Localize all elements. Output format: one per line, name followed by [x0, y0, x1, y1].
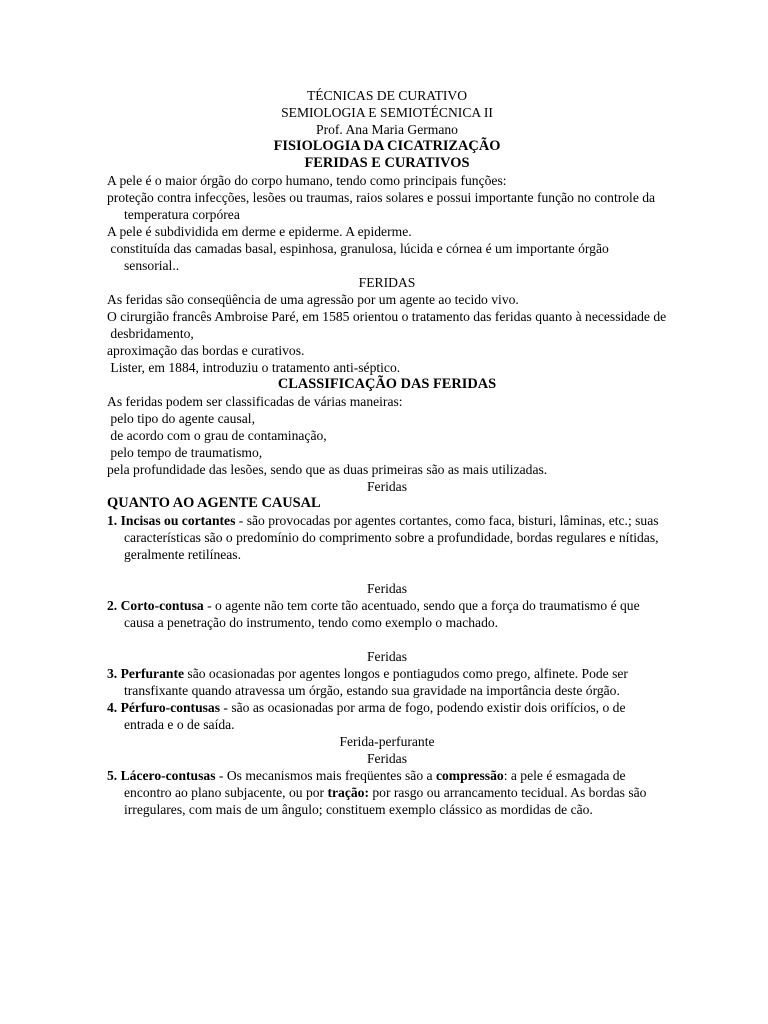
heading-feridas: FERIDAS [358, 275, 416, 290]
item-term: Corto-contusa [120, 598, 204, 613]
item-term: Pérfuro-contusas [120, 700, 221, 715]
feridas-paragraph-2: O cirurgião francês Ambroise Paré, em 1585 orientou o tratamento das feridas quanto à necessidade de [107, 309, 667, 324]
item-text: são ocasionadas por agentes longos e pontiagudos como prego, alfinete. Pode ser transfixante quando atravessa um órgão, estando sua gravidade na importância deste órgão. [124, 666, 628, 698]
feridas-paragraph-1: As feridas são conseqüência de uma agressão por um agente ao tecido vivo. [107, 292, 519, 307]
item-text: - são as ocasionadas por arma de fogo, podendo existir dois orifícios, o de entrada e o de saída. [124, 700, 626, 732]
item-number: 3. [107, 666, 121, 681]
intro-paragraph-4: constituída das camadas basal, espinhosa, granulosa, lúcida e córnea é um importante órgão sensorial.. [107, 241, 613, 273]
header-course: TÉCNICAS DE CURATIVO [306, 88, 468, 103]
list-item-corto-contusa [107, 597, 667, 631]
item-number: 1. [107, 513, 121, 528]
list-item-lacero-contusas [107, 767, 667, 818]
item-number: 5. [107, 768, 121, 783]
item-term-tracao: tração: [327, 785, 369, 800]
label-feridas-1: Feridas [366, 479, 408, 494]
item-term: Incisas ou cortantes [120, 513, 236, 528]
label-feridas-3: Feridas [366, 649, 408, 664]
feridas-paragraph-5: Lister, em 1884, introduziu o tratamento anti-séptico. [107, 360, 401, 375]
list-item-incisas [107, 512, 667, 563]
spacer [107, 563, 667, 580]
label-feridas-4: Feridas [366, 751, 408, 766]
label-feridas-2: Feridas [366, 581, 408, 596]
document-body [107, 87, 667, 818]
item-text: - o agente não tem corte tão acentuado, sendo que a força do traumatismo é que causa a penetração do instrumento, tendo como exemplo o machado. [124, 598, 640, 630]
title-feridas-curativos: FERIDAS E CURATIVOS [304, 155, 470, 171]
spacer [107, 631, 667, 648]
classificacao-paragraph-1: As feridas podem ser classificadas de várias maneiras: [107, 394, 403, 409]
classificacao-paragraph-5: pela profundidade das lesões, sendo que as duas primeiras são as mais utilizadas. [107, 462, 548, 477]
intro-paragraph-1: A pele é o maior órgão do corpo humano, tendo como principais funções: [107, 173, 507, 188]
item-term: Perfurante [120, 666, 185, 681]
title-fisiologia: FISIOLOGIA DA CICATRIZAÇÃO [273, 138, 501, 154]
heading-agente-causal: QUANTO AO AGENTE CAUSAL [107, 495, 321, 511]
item-term: Lácero-contusas [120, 768, 216, 783]
item-text: - Os mecanismos mais freqüentes são a [215, 768, 436, 783]
item-number: 2. [107, 598, 121, 613]
header-discipline: SEMIOLOGIA E SEMIOTÉCNICA II [281, 105, 493, 120]
classificacao-paragraph-2: pelo tipo do agente causal, [107, 411, 255, 426]
item-term-compressao: compressão [435, 768, 504, 783]
list-item-perfuro-contusas [107, 699, 667, 733]
heading-classificacao: CLASSIFICAÇÃO DAS FERIDAS [277, 376, 497, 392]
intro-paragraph-2: proteção contra infecções, lesões ou traumas, raios solares e possui importante função no controle da temperatura corpórea [107, 190, 656, 222]
item-text: : a pele é esmagada de encontro ao plano subjacente, ou por [124, 768, 626, 800]
item-text: por rasgo ou arrancamento tecidual. As bordas são irregulares, com mais de um ângulo; constituem exemplo clássico as mordidas de cão. [124, 785, 647, 817]
classificacao-paragraph-3: de acordo com o grau de contaminação, [107, 428, 327, 443]
feridas-paragraph-4: aproximação das bordas e curativos. [107, 343, 305, 358]
feridas-paragraph-3: desbridamento, [107, 326, 194, 341]
label-ferida-perfurante: Ferida-perfurante [339, 734, 435, 749]
list-item-perfurante [107, 665, 667, 699]
intro-paragraph-3: A pele é subdividida em derme e epiderme. A epiderme. [107, 224, 412, 239]
item-text: - são provocadas por agentes cortantes, como faca, bisturi, lâminas, etc.; suas características são o predomínio do comprimento sobre a profundidade, bordas regulares e nítidas, geralmente retilíneas. [124, 513, 659, 562]
classificacao-paragraph-4: pelo tempo de traumatismo, [107, 445, 263, 460]
item-number: 4. [107, 700, 121, 715]
header-professor: Prof. Ana Maria Germano [316, 122, 458, 137]
